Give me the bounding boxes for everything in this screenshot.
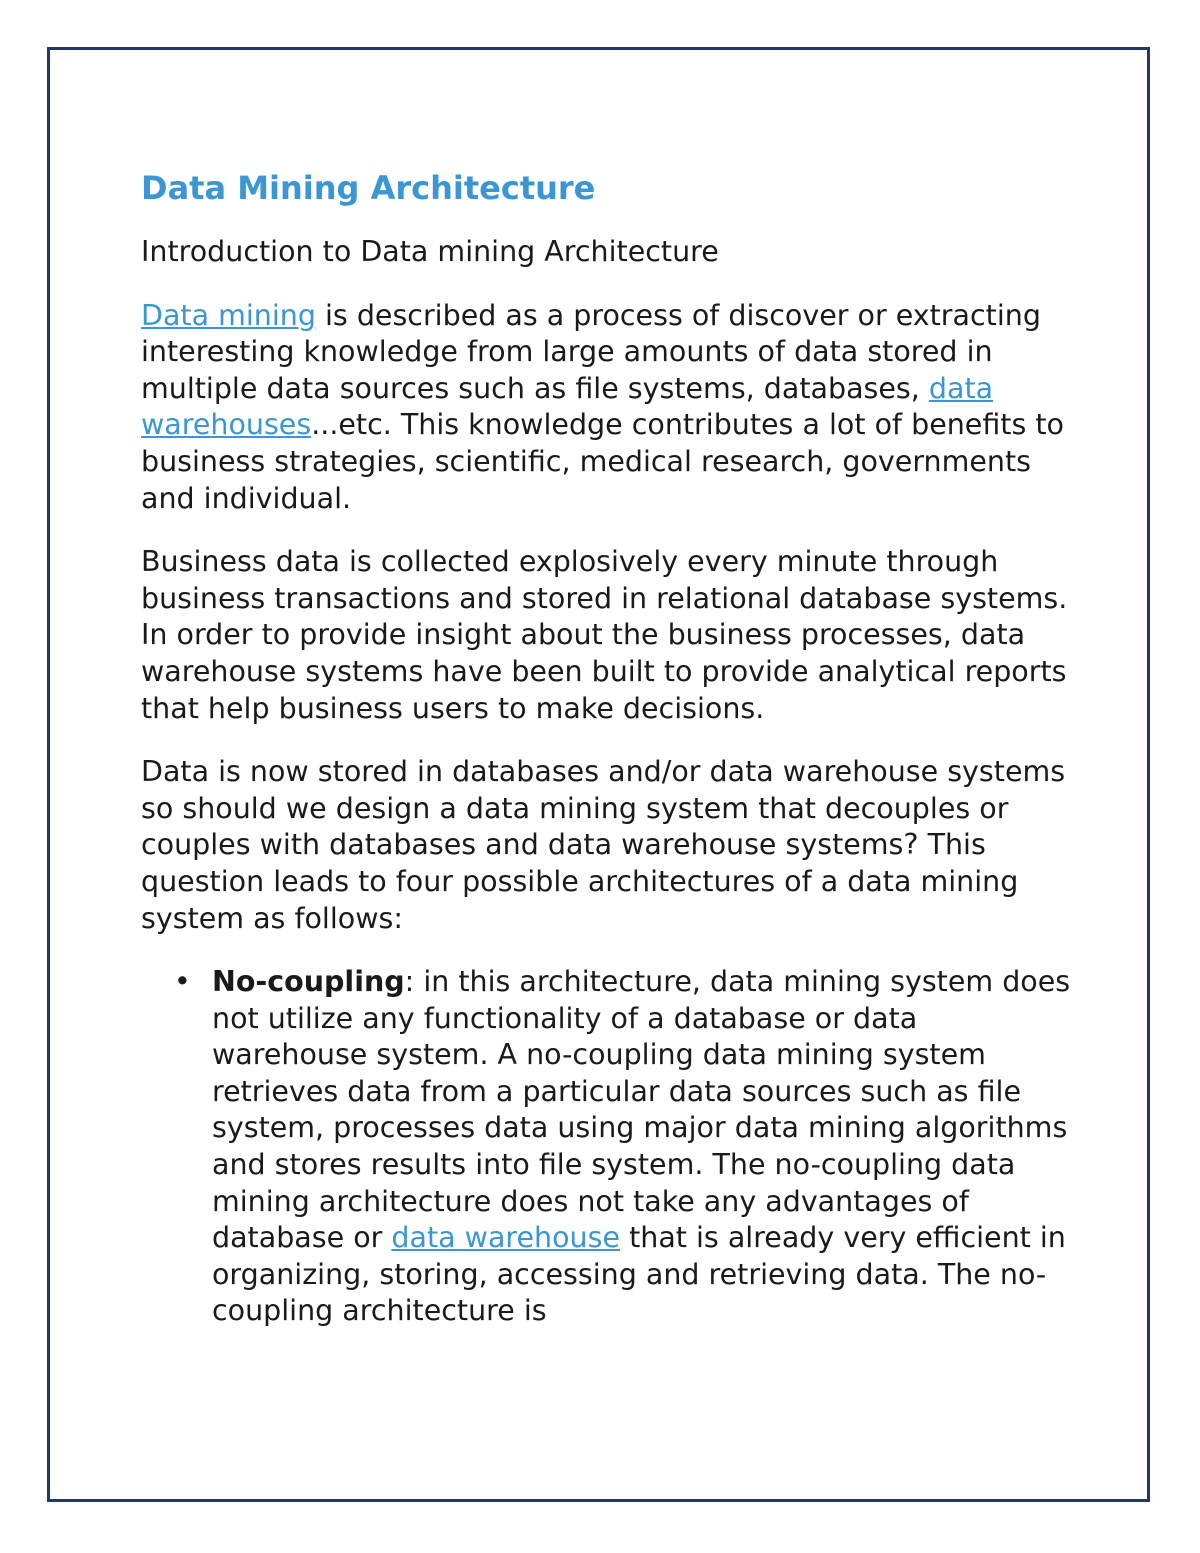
architecture-list — [141, 964, 1081, 1330]
paragraph-business-data: Business data is collected explosively every minute through business transactions and stored in relational database systems. In order to provide insight about the business processes, data warehouse systems have been built to provide analytical reports that help business users to make decisions. — [141, 545, 1068, 725]
term-no-coupling: No-coupling — [212, 965, 405, 999]
paragraph-text: ...etc. This knowledge contributes a lot of benefits to business strategies, scientific, medical research, governments and individual. — [141, 408, 1064, 515]
data-mining-link[interactable]: Data mining — [141, 298, 316, 332]
document-body — [141, 166, 1081, 1330]
paragraph-architectures: Data is now stored in databases and/or data warehouse systems so should we design a data mining system that decouples or couples with databases and data warehouse systems? This question leads to four possible architectures of a data mining system as follows: — [141, 755, 1066, 935]
paragraph-text: is described as a process of discover or extracting interesting knowledge from large amounts of data stored in multiple data sources such as file systems, databases, — [141, 298, 1041, 405]
list-item-text: that is already very efficient in organizing, storing, accessing and retrieving data. The no-coupling architecture is — [212, 1221, 1066, 1328]
document-title: Data Mining Architecture — [141, 169, 596, 207]
list-item-no-coupling — [141, 964, 1081, 1330]
data-warehouses-link[interactable]: data warehouses — [141, 371, 994, 442]
paragraph-definition — [141, 298, 1081, 518]
data-warehouse-link[interactable]: data warehouse — [391, 1221, 621, 1255]
intro-heading: Introduction to Data mining Architecture — [141, 235, 719, 268]
list-item-text: : in this architecture, data mining system does not utilize any functionality of a database or data warehouse system. A no-coupling data mining system retrieves data from a particular data sources such as file system, processes data using major data mining algorithms and stores results into file system. The no-coupling data mining architecture does not take any advantages of database or — [212, 965, 1071, 1255]
bullet-icon: • — [174, 965, 191, 999]
